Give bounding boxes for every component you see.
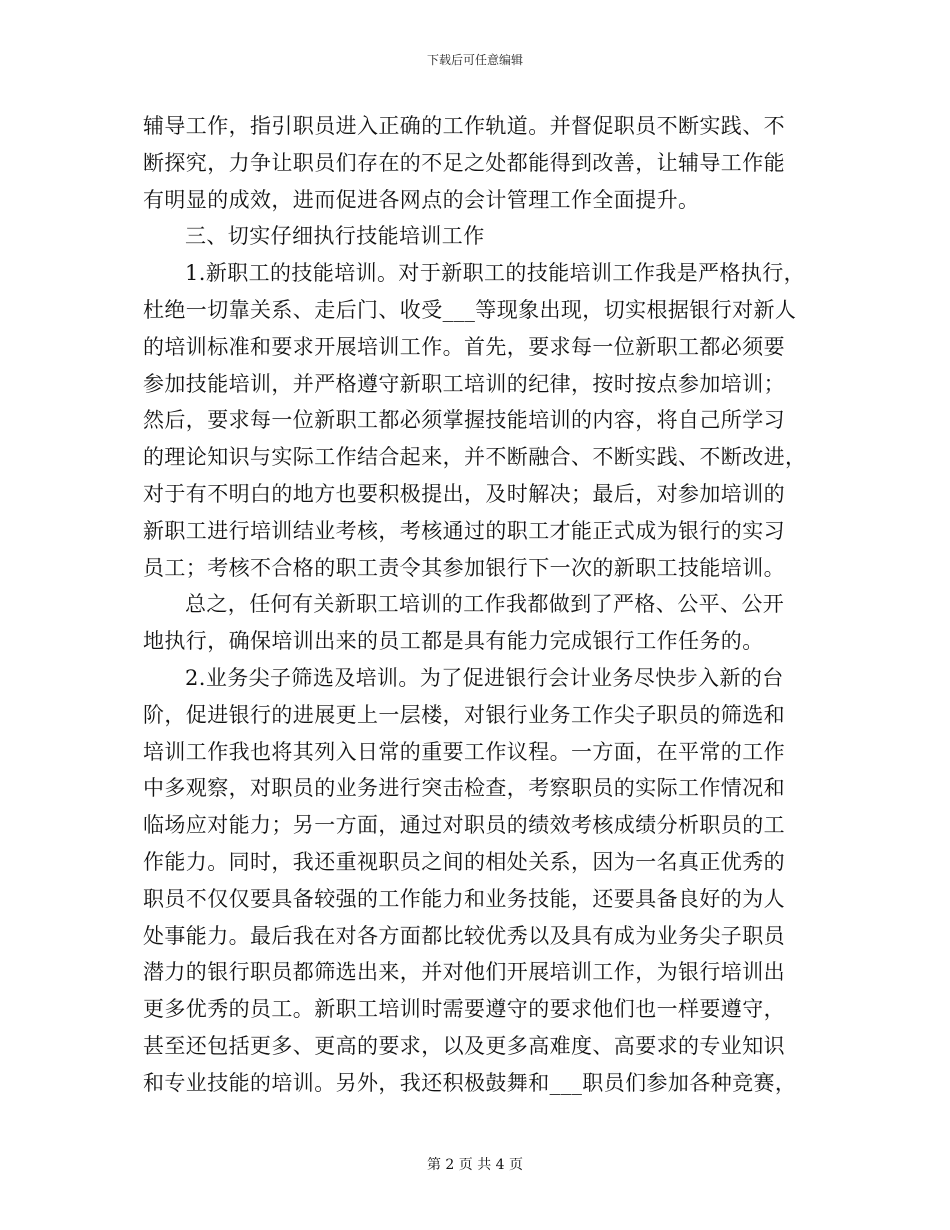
text-line: 总之，任何有关新职工培训的工作我都做到了严格、公平、公开 [185,592,785,617]
text-line: 潜力的银行职员都筛选出来，并对他们开展培训工作，为银行培训出 [143,960,785,985]
text-line: 1.新职工的技能培训。对于新职工的技能培训工作我是严格执行， [185,261,806,286]
text-line: 新职工进行培训结业考核，考核通过的职工才能正式成为银行的实习 [143,518,785,543]
text-line: 的培训标准和要求开展培训工作。首先，要求每一位新职工都必须要 [143,334,785,359]
text-line: 的理论知识与实际工作结合起来，并不断融合、不断实践、不断改进， [143,445,807,470]
page-header: 下载后可任意编辑 [426,53,523,67]
text-line: 然后，要求每一位新职工都必须掌握技能培训的内容，将自己所学习 [143,408,785,433]
text-line: 地执行，确保培训出来的员工都是具有能力完成银行工作任务的。 [143,629,764,654]
text-line: 参加技能培训，并严格遵守新职工培训的纪律，按时按点参加培训； [143,371,785,396]
text-line: 杜绝一切靠关系、走后门、收受___等现象出现，切实根据银行对新人 [143,297,797,322]
text-line: 临场应对能力；另一方面，通过对职员的绩效考核成绩分析职员的工 [143,813,785,838]
text-line: 更多优秀的员工。新职工培训时需要遵守的要求他们也一样要遵守， [143,997,785,1022]
text-line: 甚至还包括更多、更高的要求，以及更多高难度、高要求的专业知识 [143,1033,785,1058]
text-line: 断探究，力争让职员们存在的不足之处都能得到改善，让辅导工作能 [143,150,785,175]
text-line: 阶，促进银行的进展更上一层楼，对银行业务工作尖子职员的筛选和 [143,702,785,727]
text-line: 和专业技能的培训。另外，我还积极鼓舞和___职员们参加各种竞赛， [143,1070,797,1095]
text-line: 辅导工作，指引职员进入正确的工作轨道。并督促职员不断实践、不 [143,114,785,138]
text-line: 作能力。同时，我还重视职员之间的相处关系，因为一名真正优秀的 [143,849,785,874]
text-line: 2.业务尖子筛选及培训。为了促进银行会计业务尽快步入新的台 [185,665,784,690]
text-line: 对于有不明白的地方也要积极提出，及时解决；最后，对参加培训的 [143,481,785,506]
text-line: 三、切实仔细执行技能培训工作 [185,224,485,249]
text-line: 处事能力。最后我在对各方面都比较优秀以及具有成为业务尖子职员 [143,923,785,948]
document-body [143,108,811,1102]
text-line: 培训工作我也将其列入日常的重要工作议程。一方面，在平常的工作 [143,739,785,764]
text-line: 员工；考核不合格的职工责令其参加银行下一次的新职工技能培训。 [143,555,785,580]
text-line: 职员不仅仅要具备较强的工作能力和业务技能，还要具备良好的为人 [143,886,785,911]
page-number-footer: 第 2 页 共 4 页 [426,1157,524,1173]
text-line: 中多观察，对职员的业务进行突击检查，考察职员的实际工作情况和 [143,776,785,801]
text-line: 有明显的成效，进而促进各网点的会计管理工作全面提升。 [143,187,700,212]
